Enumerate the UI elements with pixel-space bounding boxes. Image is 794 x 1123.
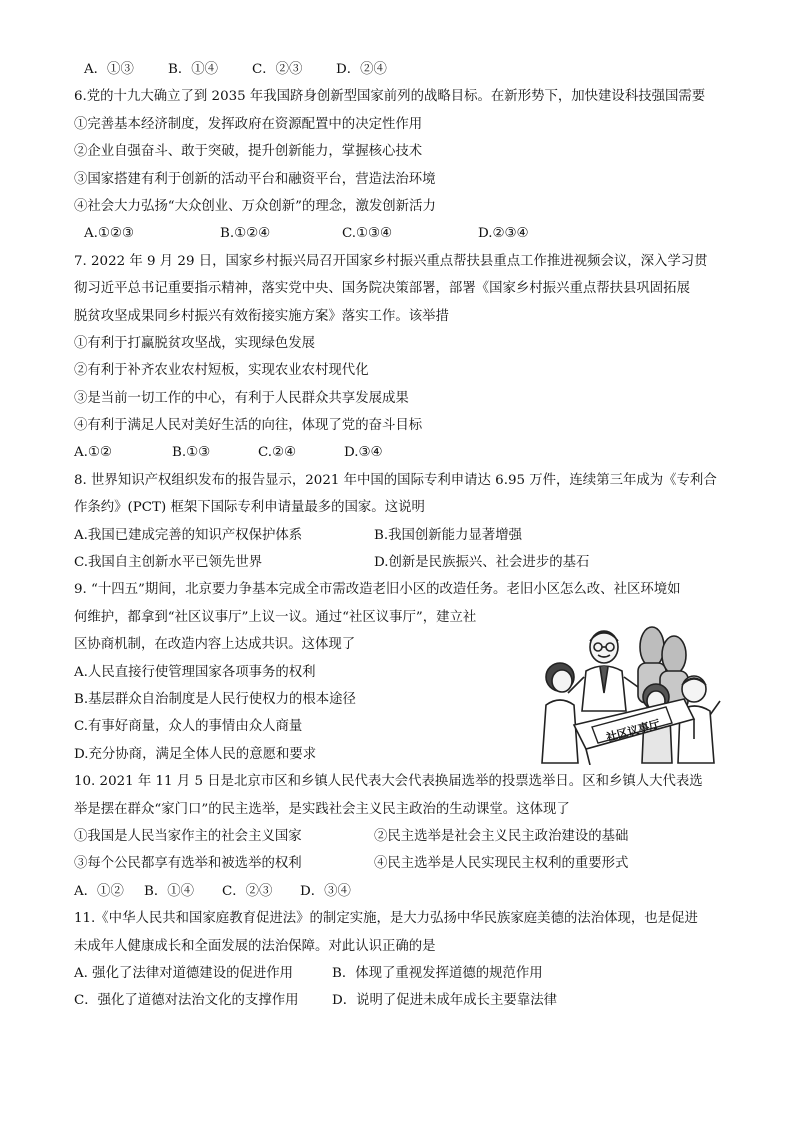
q10-item-1: ①我国是人民当家作主的社会主义国家 (74, 828, 302, 844)
q8-option-d[interactable]: D.创新是民族振兴、社会进步的基石 (374, 555, 590, 571)
q8-option-a[interactable]: A.我国已建成完善的知识产权保护体系 (74, 527, 303, 543)
q10-option-d[interactable]: D．③④ (300, 883, 351, 899)
q7-option-a[interactable]: A.①② (74, 445, 112, 461)
q9-cartoon-illustration (534, 615, 722, 765)
q6-item-4: ④社会大力弘扬“大众创业、万众创新”的理念，激发创新活力 (74, 198, 436, 214)
q6-item-2: ②企业自强奋斗、敢于突破，提升创新能力，掌握核心技术 (74, 144, 423, 160)
q7-item-3: ③是当前一切工作的中心，有利于人民群众共享发展成果 (74, 390, 409, 406)
q10-item-2: ②民主选举是社会主义民主政治建设的基础 (374, 828, 629, 844)
q6-option-c[interactable]: C.①③④ (342, 226, 393, 242)
q7-option-c[interactable]: C.②④ (258, 445, 297, 461)
q7-option-d[interactable]: D.③④ (344, 445, 383, 461)
q5-option-d[interactable]: D．②④ (336, 62, 387, 77)
q9-option-d[interactable]: D.充分协商，满足全体人民的意愿和要求 (74, 746, 317, 762)
q7-option-b[interactable]: B.①③ (172, 445, 211, 461)
q5-option-a[interactable]: A．①③ (84, 62, 134, 77)
q10-option-c[interactable]: C．②③ (222, 883, 273, 899)
q11-option-d[interactable]: D．说明了促进未成年成长主要靠法律 (332, 993, 557, 1009)
q10-items-row-2 (74, 850, 734, 877)
q7-options (74, 439, 734, 466)
q5-option-c[interactable]: C．②③ (252, 62, 303, 77)
q11-stem-line-1: 11.《中华人民共和国家庭教育促进法》的制定实施，是大力弘扬中华民族家庭美德的法治体现，也是促进 (74, 911, 698, 927)
exam-page (74, 56, 734, 1015)
q10-items-row-1 (74, 823, 734, 850)
q11-options-row-2 (74, 987, 734, 1014)
q6-option-b[interactable]: B.①②④ (220, 226, 271, 242)
q8-options-row-1 (74, 522, 734, 549)
q7-stem-line-2: 彻习近平总书记重要指示精神，落实党中央、国务院决策部署，部署《国家乡村振兴重点帮扶县巩固拓展 (74, 281, 690, 297)
q7-stem-line-1: 7. 2022 年 9 月 29 日，国家乡村振兴局召开国家乡村振兴重点帮扶县重点工作推进视频会议，深入学习贯 (74, 253, 708, 269)
q10-stem-line-1: 10. 2021 年 11 月 5 日是北京市区和乡镇人民代表大会代表换届选举的投票选举日。区和乡镇人大代表选 (74, 774, 703, 790)
community-meeting-cartoon (534, 615, 722, 765)
q11-option-b[interactable]: B．体现了重视发挥道德的规范作用 (332, 965, 543, 981)
q7-item-2: ②有利于补齐农业农村短板，实现农业农村现代化 (74, 363, 369, 379)
q9-option-a[interactable]: A.人民直接行使管理国家各项事务的权利 (74, 664, 316, 680)
q6-option-d[interactable]: D.②③④ (478, 226, 529, 242)
meeting-hall-sign-text: 社区议事厅 (604, 717, 662, 745)
q9-stem-line-1: 9. “十四五”期间，北京要力争基本完成全市需改造老旧小区的改造任务。老旧小区怎么改、社区环境如 (74, 582, 681, 598)
q6-stem: 6.党的十九大确立了到 2035 年我国跻身创新型国家前列的战略目标。在新形势下，加快建设科技强国需要 (74, 89, 706, 105)
q6-option-a[interactable]: A.①②③ (84, 226, 134, 242)
q11-stem-line-2: 未成年人健康成长和全面发展的法治保障。对此认识正确的是 (74, 938, 436, 954)
q7-stem-line-3: 脱贫攻坚成果同乡村振兴有效衔接实施方案》落实工作。该举措 (74, 308, 449, 324)
q8-stem-line-2: 作条约》(PCT) 框架下国际专利申请量最多的国家。这说明 (74, 500, 425, 516)
q11-option-a[interactable]: A. 强化了法律对道德建设的促进作用 (74, 965, 294, 981)
q8-option-b[interactable]: B.我国创新能力显著增强 (374, 527, 523, 543)
q9-option-b[interactable]: B.基层群众自治制度是人民行使权力的根本途径 (74, 691, 356, 707)
q10-stem-line-2: 举是摆在群众“家门口”的民主选举，是实践社会主义民主政治的生动课堂。这体现了 (74, 801, 570, 817)
q7-item-1: ①有利于打赢脱贫攻坚战，实现绿色发展 (74, 335, 316, 351)
q6-item-3: ③国家搭建有利于创新的活动平台和融资平台，营造法治环境 (74, 171, 436, 187)
q8-option-c[interactable]: C.我国自主创新水平已领先世界 (74, 555, 263, 571)
q8-stem-line-1: 8. 世界知识产权组织发布的报告显示，2021 年中国的国际专利申请达 6.95 万件，连续第三年成为《专利合 (74, 472, 717, 488)
q7-item-4: ④有利于满足人民对美好生活的向往，体现了党的奋斗目标 (74, 418, 423, 434)
q6-options (74, 220, 734, 247)
q5-options (74, 56, 734, 83)
q10-options (74, 878, 734, 905)
q10-item-4: ④民主选举是人民实现民主权利的重要形式 (374, 856, 629, 872)
q11-options-row-1 (74, 960, 734, 987)
q10-option-a[interactable]: A．①② (74, 883, 124, 899)
q5-option-b[interactable]: B．①④ (168, 62, 219, 77)
q9-stem-line-2: 何维护，都拿到“社区议事厅”上议一议。通过“社区议事厅”，建立社 (74, 609, 477, 625)
q10-item-3: ③每个公民都享有选举和被选举的权利 (74, 856, 302, 872)
q11-option-c[interactable]: C．强化了道德对法治文化的支撑作用 (74, 993, 299, 1009)
q9-stem-line-3: 区协商机制，在改造内容上达成共识。这体现了 (74, 637, 356, 653)
q6-item-1: ①完善基本经济制度，发挥政府在资源配置中的决定性作用 (74, 116, 423, 132)
q10-option-b[interactable]: B．①④ (144, 883, 195, 899)
q9-option-c[interactable]: C.有事好商量，众人的事情由众人商量 (74, 719, 303, 735)
q8-options-row-2 (74, 549, 734, 576)
